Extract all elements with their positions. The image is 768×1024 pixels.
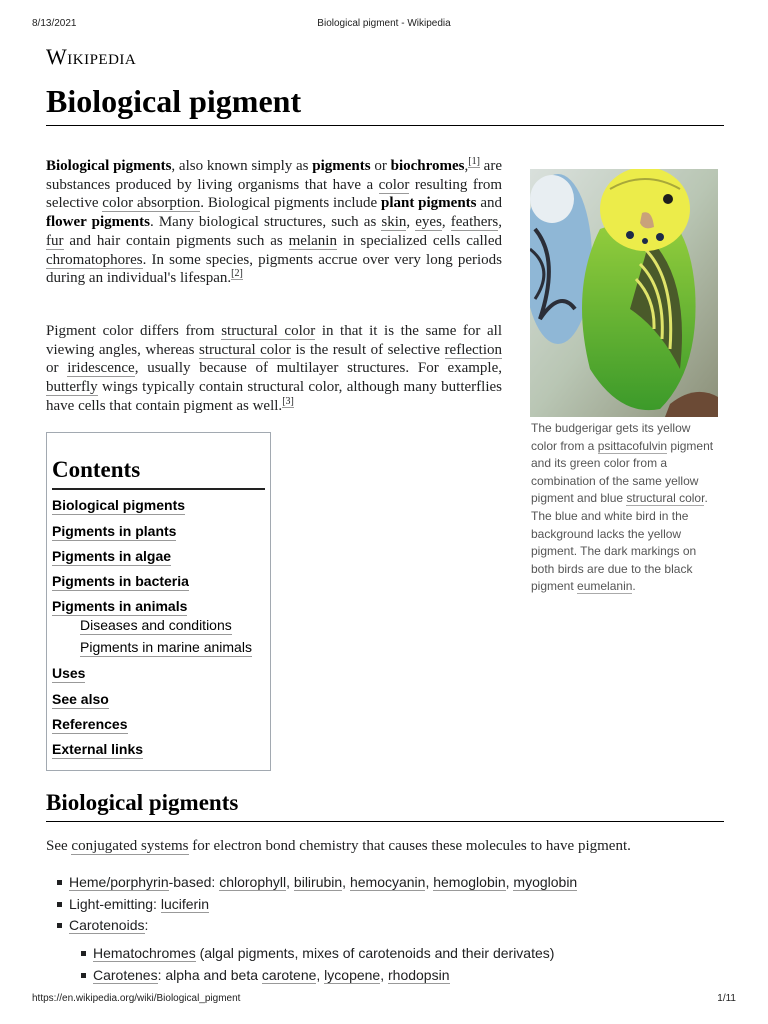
link-psittacofulvin[interactable]: psittacofulvin: [597, 438, 668, 453]
table-of-contents: [46, 432, 271, 771]
link-melanin[interactable]: melanin: [288, 232, 337, 249]
print-url: https://en.wikipedia.org/wiki/Biological_pigment: [32, 993, 241, 1004]
toc-subitem-diseases[interactable]: Diseases and conditions: [80, 617, 232, 633]
reference-link[interactable]: [2]: [231, 268, 243, 280]
intro-paragraph-1: Biological pigments, also known simply as pigments or biochromes,[1] are substances produced by living organisms that have a color resulting from selective color absorption. Biological pigments include plant pigments and flower pigments. Many biological structures, such as skin, eyes, feathers, fur and hair contain pigments such as melanin in specialized cells called chromatophores. In some species, pigments accrue over very long periods during an individual's lifespan.[2]: [46, 156, 502, 287]
section-heading: Biological pigments: [46, 790, 239, 815]
list-item: Carotenoids:: [69, 917, 149, 933]
wikipedia-logo[interactable]: Wikipedia: [46, 44, 137, 69]
link-bilirubin[interactable]: bilirubin: [293, 874, 343, 890]
link-fur[interactable]: fur: [46, 232, 64, 249]
link-luciferin[interactable]: luciferin: [160, 896, 210, 912]
link-reflection[interactable]: reflection: [444, 341, 503, 358]
link-color[interactable]: color: [378, 176, 410, 193]
bullet: [57, 880, 62, 885]
toc-item-biological-pigments[interactable]: Biological pigments: [52, 497, 186, 513]
toc-title: Contents: [52, 457, 141, 482]
link-chromatophores[interactable]: chromatophores: [46, 251, 143, 268]
link-carotene[interactable]: carotene: [261, 967, 317, 983]
list-item: Hematochromes (algal pigments, mixes of carotenoids and their derivates): [93, 945, 555, 961]
reference-link[interactable]: [3]: [282, 395, 294, 407]
link-structural-color[interactable]: structural color: [626, 491, 705, 506]
link-eumelanin[interactable]: eumelanin: [577, 579, 633, 594]
link-conjugated-systems[interactable]: conjugated systems: [71, 838, 189, 854]
toc-item-uses[interactable]: Uses: [52, 665, 86, 681]
link-structural-color[interactable]: structural color: [221, 323, 316, 339]
toc-item-pigments-in-algae[interactable]: Pigments in algae: [52, 548, 172, 564]
toc-item-pigments-in-plants[interactable]: Pigments in plants: [52, 523, 177, 539]
link-carotenes[interactable]: Carotenes: [93, 967, 158, 983]
image-caption: The budgerigar gets its yellow color from a psittacofulvin pigment and its green color from a combination of the same yellow pigment and blue structural color. The blue and white bird in the background lacks the yellow pigment. The dark markings on both birds are due to the black pigment eumelanin.: [531, 421, 714, 594]
toc-rule: [52, 488, 265, 490]
bullet: [81, 951, 86, 956]
bullet: [57, 923, 62, 928]
print-page-title: Biological pigment - Wikipedia: [317, 18, 451, 29]
link-myoglobin[interactable]: myoglobin: [513, 874, 578, 890]
link-chlorophyll[interactable]: chlorophyll: [219, 874, 287, 890]
toc-item-pigments-in-animals[interactable]: Pigments in animals: [52, 598, 188, 614]
link-hemoglobin[interactable]: hemoglobin: [433, 874, 506, 890]
link-heme-porphyrin[interactable]: Heme/porphyrin: [69, 874, 169, 890]
print-page-number: 1/11: [717, 993, 736, 1004]
link-hemocyanin[interactable]: hemocyanin: [349, 874, 426, 890]
title-rule: [46, 125, 724, 126]
toc-subitem-marine-animals[interactable]: Pigments in marine animals: [80, 639, 252, 655]
toc-item-pigments-in-bacteria[interactable]: Pigments in bacteria: [52, 573, 189, 589]
list-item: Heme/porphyrin-based: chlorophyll, bilirubin, hemocyanin, hemoglobin, myoglobin: [69, 874, 578, 890]
link-eyes[interactable]: eyes: [415, 214, 442, 231]
print-date: 8/13/2021: [32, 18, 77, 29]
link-carotenoids[interactable]: Carotenoids: [69, 917, 145, 933]
intro-paragraph-2: Pigment color differs from structural color in that it is the same for all viewing angles, whereas structural color is the result of selective reflection or iridescence, usually because of multilayer structures. For example, butterfly wings typically contain structural color, although many butterflies have cells that contain pigment as well.[3]: [46, 323, 503, 414]
section-rule: [46, 821, 724, 822]
link-structural-color[interactable]: structural color: [199, 341, 291, 358]
toc-item-external-links[interactable]: External links: [52, 741, 144, 757]
link-rhodopsin[interactable]: rhodopsin: [388, 967, 450, 983]
link-skin[interactable]: skin: [381, 214, 407, 231]
link-butterfly[interactable]: butterfly: [46, 379, 98, 396]
link-color-absorption[interactable]: color absorption: [102, 195, 201, 212]
page-title: Biological pigment: [46, 83, 302, 119]
link-lycopene[interactable]: lycopene: [324, 967, 381, 983]
toc-item-see-also[interactable]: See also: [52, 691, 109, 707]
budgerigar-image[interactable]: [530, 169, 718, 417]
bullet: [81, 973, 86, 978]
list-item: Carotenes: alpha and beta carotene, lycopene, rhodopsin: [93, 967, 450, 983]
see-also-note: See conjugated systems for electron bond chemistry that causes these molecules to have pigment.: [46, 838, 631, 854]
link-feathers[interactable]: feathers: [450, 214, 499, 231]
link-iridescence[interactable]: iridescence: [67, 360, 135, 377]
reference-link[interactable]: [1]: [468, 156, 480, 167]
budgerigar-illustration: [530, 169, 718, 417]
toc-item-references[interactable]: References: [52, 716, 128, 732]
link-hematochromes[interactable]: Hematochromes: [93, 945, 196, 961]
bullet: [57, 902, 62, 907]
list-item: Light-emitting: luciferin: [69, 896, 210, 912]
